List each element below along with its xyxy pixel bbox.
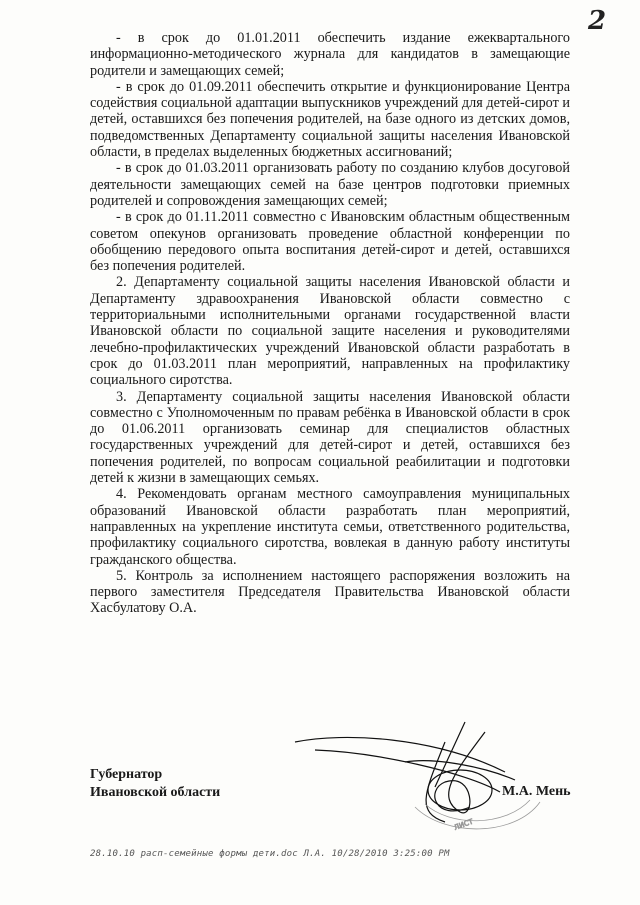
paragraph-item-2: 2. Департаменту социальной защиты населения Ивановской области и Департаменту здравоохранения Ивановской области совместно с территориальными исполнительными органами государственной власти Ивановской области по социальной защите населения и руководителями лечебно-профилактических учреждений Ивановской области разработать в срок до 01.03.2011 план мероприятий, направленных на профилактику социального сиротства. <box>90 274 570 389</box>
file-footer: 28.10.10 расп-семейные формы дети.doc Л.А. 10/28/2010 3:25:00 PM <box>90 849 450 859</box>
paragraph-4: - в срок до 01.11.2011 совместно с Ивановским областным общественным советом опекунов организовать проведение областной конференции по обобщению передового опыта воспитания детей-сирот и детей, оставшихся без попечения родителей. <box>90 209 570 275</box>
paragraph-item-3: 3. Департаменту социальной защиты населения Ивановской области совместно с Уполномоченным по правам ребёнка в Ивановской области в срок до 01.06.2011 организовать семинар для специалистов областных государственных учреждений для детей-сирот и детей, оставшихся без попечения родителей, по вопросам социальной реабилитации и подготовки детей к жизни в замещающих семьях. <box>90 388 570 487</box>
signer-name: М.А. Мень <box>502 784 571 799</box>
signature-title <box>90 766 220 802</box>
paragraph-item-4: 4. Рекомендовать органам местного самоуправления муниципальных образований Ивановской области разработать план мероприятий, направленных на укрепление института семьи, ответственного родительства, профилактику социального сиротства, вовлекая в данную работу институты гражданского общества. <box>90 486 570 568</box>
handwritten-signature <box>285 712 545 842</box>
signer-position: Губернатор <box>90 767 163 782</box>
paragraph-item-5: 5. Контроль за исполнением настоящего распоряжения возложить на первого заместителя Председателя Правительства Ивановской области Хасбулатову О.А. <box>90 567 570 617</box>
svg-text:ЛИСТ: ЛИСТ <box>452 817 475 832</box>
page-number: 2 <box>588 6 607 36</box>
paragraph-1: - в срок до 01.01.2011 обеспечить издание ежеквартального информационно-методического журнала для кандидатов в замещающие родители и замещающих семей; <box>90 30 570 79</box>
paragraph-2: - в срок до 01.09.2011 обеспечить открытие и функционирование Центра содействия социальной адаптации выпускников учреждений для детей-сирот и детей, оставшихся без попечения родителей, на базе одного из детских домов, подведомственных Департаменту социальной защиты населения Ивановской области, в пределах выделенных бюджетных ассигнований; <box>90 78 570 161</box>
document-body <box>90 30 570 617</box>
signer-region: Ивановской области <box>90 785 221 800</box>
paragraph-3: - в срок до 01.03.2011 организовать работу по созданию клубов досуговой деятельности замещающих семей на базе центров подготовки приемных родителей и сопровождения замещающих семей; <box>90 160 570 209</box>
